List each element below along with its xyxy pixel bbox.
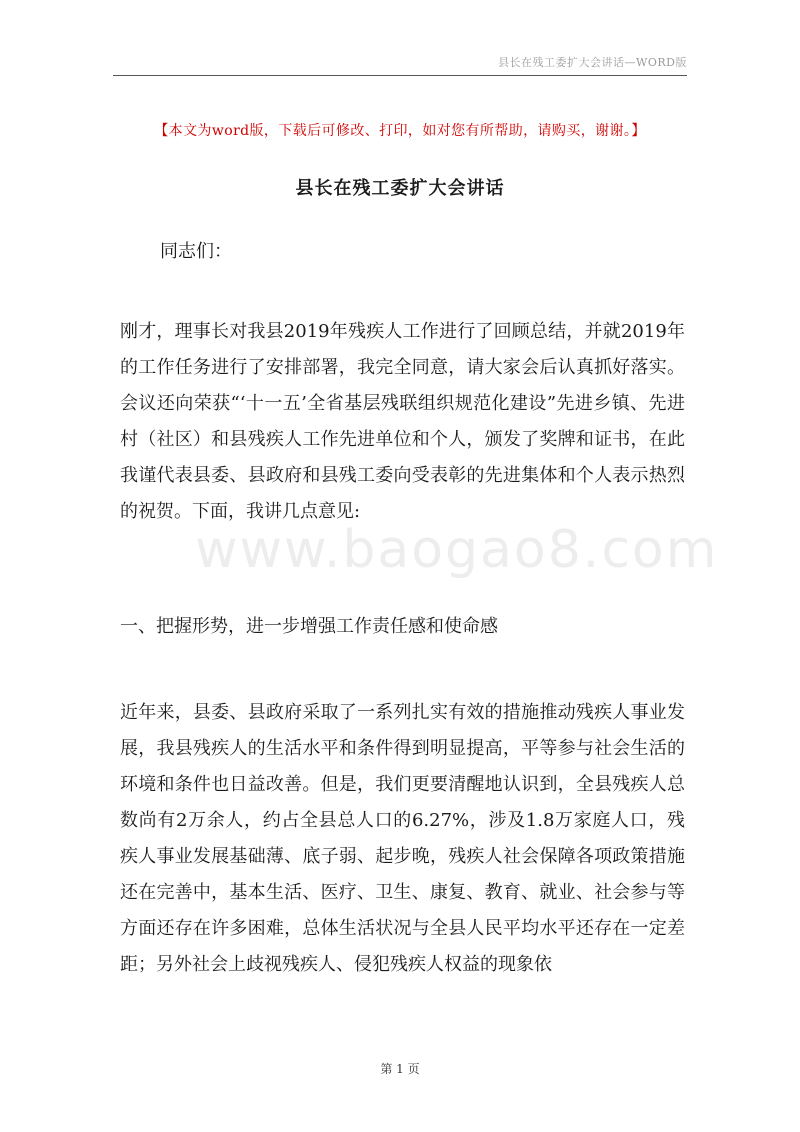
page-number: 第 1 页 bbox=[380, 1062, 420, 1076]
running-header: 县长在残工委扩大会讲话—WORD版 bbox=[498, 56, 687, 69]
body-paragraph-2: 近年来，县委、县政府采取了一系列扎实有效的措施推动残疾人事业发展，我县残疾人的生活水平和条件得到明显提高，平等参与社会生活的环境和条件也日益改善。但是，我们更要清醒地认识到，全县残疾人总数尚有2万余人，约占全县总人口的6.27%，涉及1.8万家庭人口，残疾人事业发展基础薄、底子弱、起步晚，残疾人社会保障各项政策措施还在完善中，基本生活、医疗、卫生、康复、教育、就业、社会参与等方面还存在许多困难，总体生活状况与全县人民平均水平还存在一定差距；另外社会上歧视残疾人、侵犯残疾人权益的现象依 bbox=[120, 702, 685, 975]
header-divider bbox=[113, 75, 687, 76]
salutation: 同志们： bbox=[160, 241, 232, 262]
section-heading: 一、把握形势，进一步增强工作责任感和使命感 bbox=[120, 616, 498, 637]
body-paragraph-1: 刚才，理事长对我县2019年残疾人工作进行了回顾总结，并就2019年的工作任务进行了安排部署，我完全同意，请大家会后认真抓好落实。会议还向荣获“‘十一五’全省基层残联组织规范化建设”先进乡镇、先进村（社区）和县残疾人工作先进单位和个人，颁发了奖牌和证书，在此我谨代表县委、县政府和县残工委向受表彰的先进集体和个人表示热烈的祝贺。下面，我讲几点意见: bbox=[120, 321, 685, 522]
download-notice: 【本文为word版，下载后可修改、打印，如对您有所帮助，请购买，谢谢。】 bbox=[154, 123, 646, 139]
document-title: 县长在残工委扩大会讲话 bbox=[295, 178, 505, 199]
watermark: www.baogao8.com bbox=[195, 520, 719, 580]
